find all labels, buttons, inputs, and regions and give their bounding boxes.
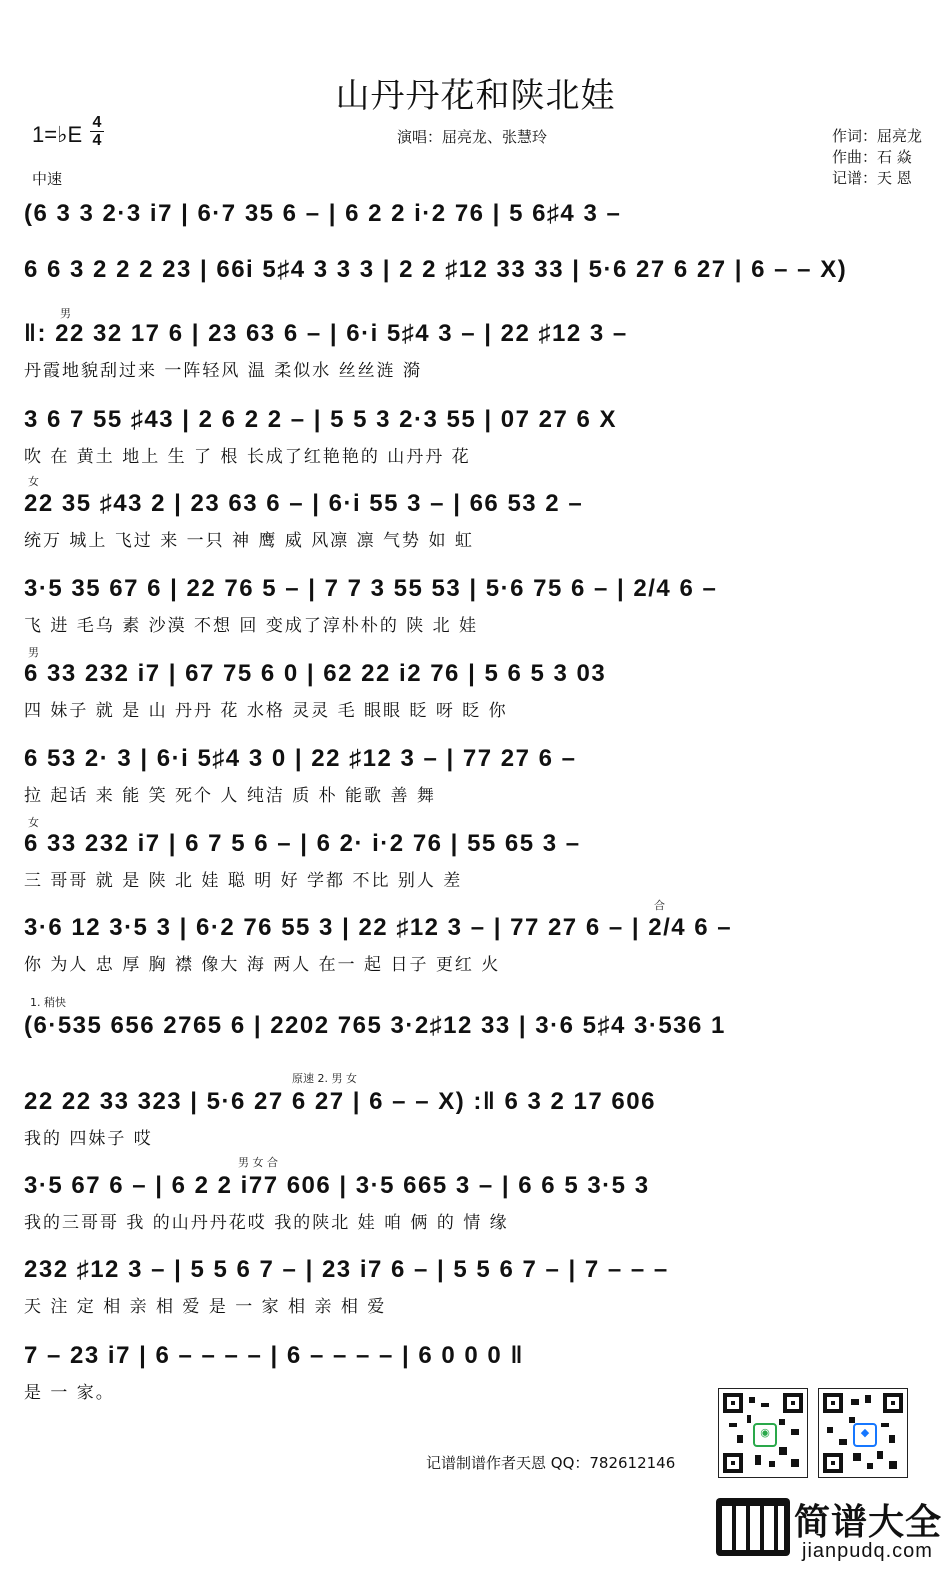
- credits-block: [832, 126, 922, 189]
- notation-line: 22 35 ♯43 2 | 23 63 6 – | 6·i 55 3 – | 66 53 2 –: [24, 490, 584, 517]
- voice-tag: 男 女 合: [238, 1156, 278, 1169]
- voice-tag: 合: [654, 899, 665, 912]
- notation-line: 6 6 3 2 2 2 23 | 66i 5♯4 3 3 3 | 2 2 ♯12 33 33 | 5·6 27 6 27 | 6 – – X): [24, 256, 848, 283]
- qr-module: [849, 1417, 855, 1423]
- notation-line: 22 22 33 323 | 5·6 27 6 27 | 6 – – X) :‖ 6 3 2 17 606: [24, 1088, 656, 1115]
- notation-line: 7 – 23 i7 | 6 – – – – | 6 – – – – | 6 0 0 0 ‖: [24, 1342, 524, 1369]
- notation-line: 6 33 232 i7 | 67 75 6 0 | 62 22 i2 76 | 5 6 5 3 03: [24, 660, 607, 687]
- wechat-qr-code: [718, 1388, 808, 1478]
- qr-module: [877, 1451, 883, 1459]
- volta-tag: 1. 稍快: [30, 996, 66, 1009]
- time-signature: [90, 114, 104, 149]
- voice-tag: 男: [60, 307, 71, 320]
- qr-module: [827, 1427, 833, 1433]
- piano-icon: [716, 1498, 790, 1556]
- qr-module: [779, 1447, 787, 1455]
- piano-key: [764, 1506, 774, 1550]
- lyric-line: 统万 城上 飞过 来 一只 神 鹰 威 风凛 凛 气势 如 虹: [24, 531, 474, 551]
- notation-line: 3·6 12 3·5 3 | 6·2 76 55 3 | 22 ♯12 3 – | 77 27 6 – | 2/4 6 –: [24, 914, 733, 941]
- qr-module: [839, 1439, 847, 1445]
- qr-finder: [723, 1393, 743, 1413]
- notation-line: 232 ♯12 3 – | 5 5 6 7 – | 23 i7 6 – | 5 5 6 7 – | 7 – – –: [24, 1256, 669, 1283]
- qr-finder: [723, 1453, 743, 1473]
- lyric-line: 是 一 家。: [24, 1383, 115, 1403]
- transcriber-contact: 记谱制谱作者天恩 QQ：782612146: [426, 1454, 676, 1472]
- voice-tag: 男: [28, 646, 39, 659]
- key-signature: 1=♭E: [32, 122, 83, 147]
- qr-module: [749, 1397, 755, 1403]
- qr-module: [881, 1423, 889, 1427]
- qr-finder: [823, 1393, 843, 1413]
- logo-title: 简谱大全: [794, 1502, 943, 1543]
- notation-line: (6·535 656 2765 6 | 2202 765 3·2♯12 33 | 3·6 5♯4 3·536 1: [24, 1012, 726, 1039]
- qr-module: [761, 1403, 769, 1407]
- qr-module: [853, 1453, 861, 1461]
- page-title: 山丹丹花和陕北娃: [335, 76, 616, 116]
- alipay-icon: ◆: [853, 1423, 877, 1447]
- tempo-marking: 中速: [32, 170, 63, 188]
- qr-module: [779, 1419, 785, 1425]
- voice-tag: 女: [28, 475, 39, 488]
- qr-finder: [823, 1453, 843, 1473]
- qr-module: [755, 1455, 761, 1465]
- notation-line: 3·5 67 6 – | 6 2 2 i77 606 | 3·5 665 3 – | 6 6 5 3·5 3: [24, 1172, 650, 1199]
- singers-credit: 演唱：屈亮龙、张慧玲: [397, 128, 548, 146]
- lyric-line: 我的 四妹子 哎: [24, 1129, 153, 1149]
- lyric-line: 天 注 定 相 亲 相 爱 是 一 家 相 亲 相 爱: [24, 1297, 387, 1317]
- qr-finder: [783, 1393, 803, 1413]
- composer-credit: 作曲：石 焱: [832, 148, 912, 166]
- site-logo: [708, 1494, 948, 1570]
- piano-key: [736, 1506, 746, 1550]
- voice-tag: 女: [28, 816, 39, 829]
- qr-module: [747, 1415, 751, 1423]
- notation-line: 6 33 232 i7 | 6 7 5 6 – | 6 2· i·2 76 | 55 65 3 –: [24, 830, 581, 857]
- notation-line: 3 6 7 55 ♯43 | 2 6 2 2 – | 5 5 3 2·3 55 | 07 27 6 X: [24, 406, 618, 433]
- logo-url: jianpudq.com: [802, 1540, 933, 1562]
- lyric-line: 拉 起话 来 能 笑 死个 人 纯洁 质 朴 能歌 善 舞: [24, 786, 436, 806]
- qr-module: [865, 1395, 871, 1403]
- notation-line: ‖: 22 32 17 6 | 23 63 6 – | 6·i 5♯4 3 – | 22 ♯12 3 –: [24, 320, 628, 347]
- time-denominator: 4: [92, 132, 102, 149]
- alipay-qr-code: [818, 1388, 908, 1478]
- lyric-line: 飞 进 毛乌 素 沙漠 不想 回 变成了淳朴朴的 陕 北 娃: [24, 616, 479, 636]
- qr-module: [729, 1423, 737, 1427]
- lyric-line: 吹 在 黄土 地上 生 了 根 长成了红艳艳的 山丹丹 花: [24, 447, 471, 467]
- piano-key: [778, 1506, 784, 1550]
- lyric-line: 你 为人 忠 厚 胸 襟 像大 海 两人 在一 起 日子 更红 火: [24, 955, 501, 975]
- piano-key: [722, 1506, 732, 1550]
- qr-module: [791, 1429, 799, 1435]
- lyric-line: 四 妹子 就 是 山 丹丹 花 水格 灵灵 毛 眼眼 眨 呀 眨 你: [24, 701, 508, 721]
- qr-module: [737, 1435, 743, 1443]
- time-numerator: 4: [92, 114, 102, 131]
- piano-key: [750, 1506, 760, 1550]
- transcriber-credit: 记谱：天 恩: [832, 169, 912, 187]
- lyric-line: 丹霞地貌刮过来 一阵轻风 温 柔似水 丝丝涟 漪: [24, 361, 423, 381]
- lyricist-credit: 作词：屈亮龙: [832, 127, 923, 145]
- qr-module: [889, 1461, 897, 1469]
- notation-line: 6 53 2· 3 | 6·i 5♯4 3 0 | 22 ♯12 3 – | 77 27 6 –: [24, 745, 577, 772]
- lyric-line: 我的三哥哥 我 的山丹丹花哎 我的陕北 娃 咱 俩 的 情 缘: [24, 1213, 509, 1233]
- qr-module: [769, 1461, 775, 1467]
- lyric-line: 三 哥哥 就 是 陕 北 娃 聪 明 好 学都 不比 别人 差: [24, 871, 463, 891]
- notation-line: (6 3 3 2·3 i7 | 6·7 35 6 – | 6 2 2 i·2 76 | 5 6♯4 3 –: [24, 200, 622, 227]
- qr-module: [791, 1459, 799, 1467]
- notation-line: 3·5 35 67 6 | 22 76 5 – | 7 7 3 55 53 | 5·6 75 6 – | 2/4 6 –: [24, 575, 718, 602]
- qr-module: [851, 1399, 859, 1405]
- qr-module: [867, 1463, 873, 1469]
- qr-module: [889, 1435, 895, 1443]
- voice-tag: 原速 2. 男 女: [292, 1072, 357, 1085]
- qr-finder: [883, 1393, 903, 1413]
- wechat-icon: ◉: [753, 1423, 777, 1447]
